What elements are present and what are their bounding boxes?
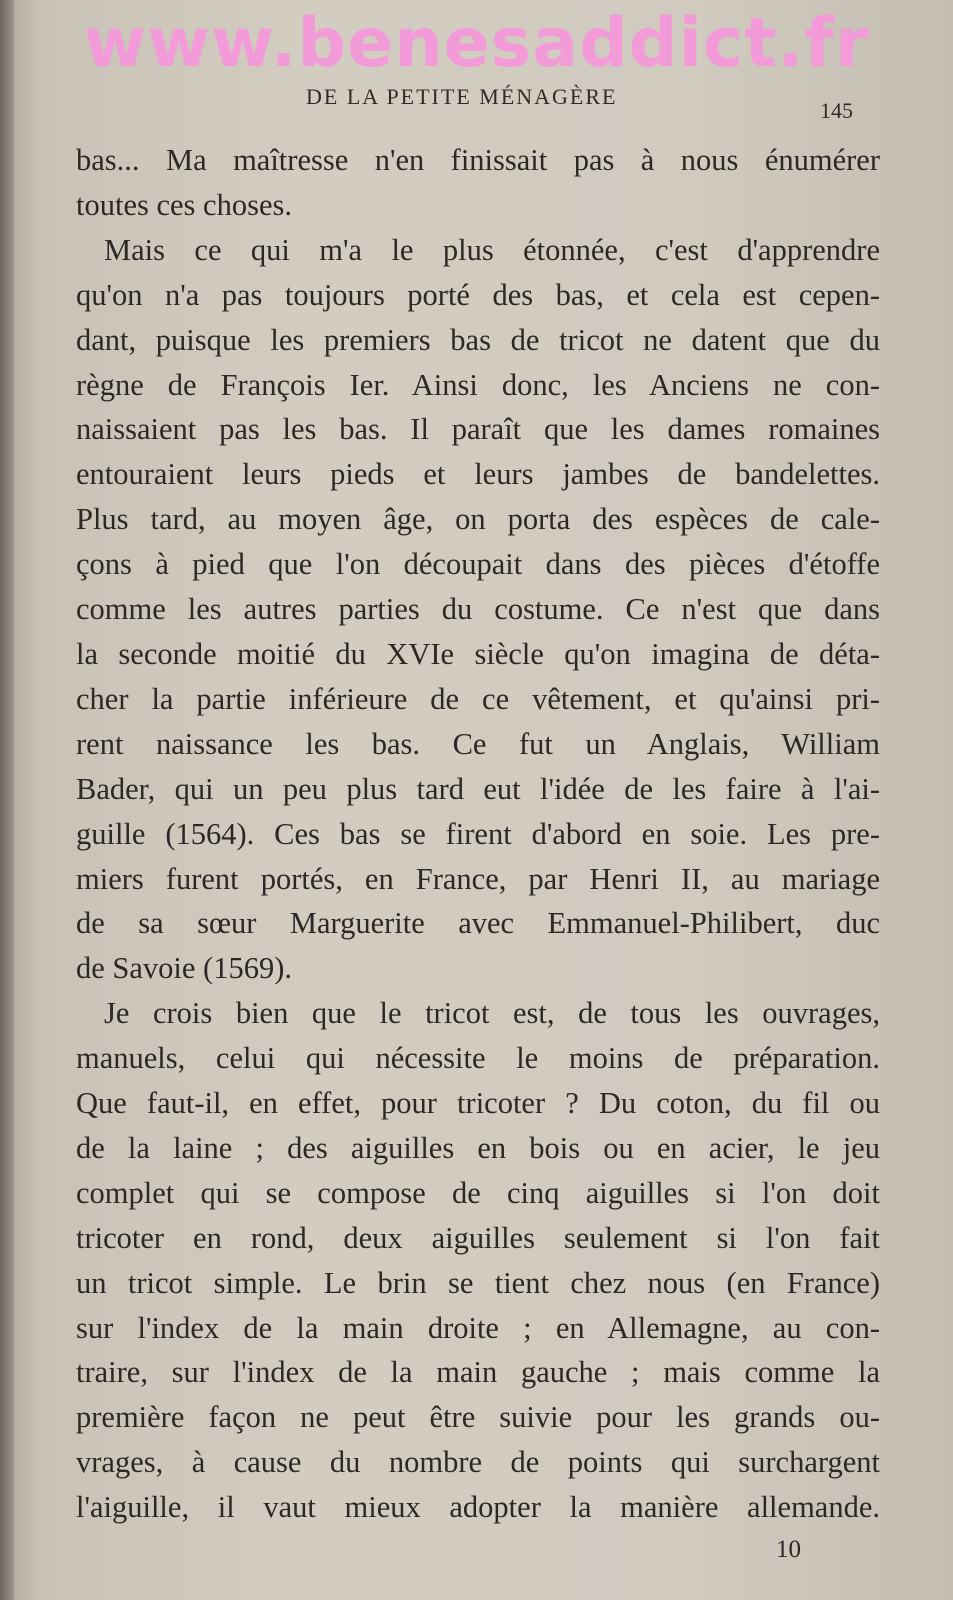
text-line: de Savoie (1569).	[76, 951, 292, 986]
text-line: Je crois bien que le tricot est, de tous les ouvrages,	[104, 996, 880, 1031]
body-text	[76, 138, 880, 1530]
text-line: première façon ne peut être suivie pour les grands ou-	[76, 1400, 880, 1435]
text-line: traire, sur l'index de la main gauche ; mais comme la	[76, 1355, 880, 1390]
text-line: Mais ce qui m'a le plus étonnée, c'est d'apprendre	[104, 232, 880, 267]
text-line: tricoter en rond, deux aiguilles seulement si l'on fait	[76, 1220, 880, 1255]
paragraph	[76, 138, 880, 228]
text-line: de la laine ; des aiguilles en bois ou en acier, le jeu	[76, 1130, 880, 1165]
text-line: sur l'index de la main droite ; en Allemagne, au con-	[76, 1310, 880, 1345]
text-line: miers furent portés, en France, par Henri II, au mariage	[76, 861, 880, 896]
text-line: Que faut-il, en effet, pour tricoter ? Du coton, du fil ou	[76, 1086, 880, 1121]
text-line: règne de François Ier. Ainsi donc, les Anciens ne con-	[76, 367, 880, 402]
running-head: DE LA PETITE MÉNAGÈRE	[306, 84, 618, 109]
text-line: l'aiguille, il vaut mieux adopter la manière allemande.	[76, 1490, 880, 1525]
signature-mark: 10	[776, 1536, 801, 1563]
text-line: dant, puisque les premiers bas de tricot ne datent que du	[76, 322, 880, 357]
text-line: de sa sœur Marguerite avec Emmanuel-Philibert, duc	[76, 906, 880, 941]
book-spine	[0, 0, 14, 1600]
text-line: guille (1564). Ces bas se firent d'abord en soie. Les pre-	[76, 816, 880, 851]
text-line: vrages, à cause du nombre de points qui surchargent	[76, 1445, 880, 1480]
paragraph	[76, 991, 880, 1530]
text-line: toutes ces choses.	[76, 187, 292, 222]
text-line: cher la partie inférieure de ce vêtement, et qu'ainsi pri-	[76, 681, 880, 716]
text-line: bas... Ma maîtresse n'en finissait pas à nous énumérer	[76, 143, 880, 177]
text-line: entouraient leurs pieds et leurs jambes de bandelettes.	[76, 457, 880, 492]
text-line: manuels, celui qui nécessite le moins de préparation.	[76, 1041, 880, 1076]
watermark: www.benesaddict.fr	[83, 4, 870, 83]
text-line: Plus tard, au moyen âge, on porta des espèces de cale-	[76, 502, 880, 537]
text-line: qu'on n'a pas toujours porté des bas, et cela est cepen-	[76, 277, 880, 312]
text-line: Bader, qui un peu plus tard eut l'idée de les faire à l'ai-	[76, 771, 880, 806]
text-line: comme les autres parties du costume. Ce n'est que dans	[76, 592, 880, 627]
text-line: naissaient pas les bas. Il paraît que les dames romaines	[76, 412, 880, 447]
text-line: un tricot simple. Le brin se tient chez nous (en France)	[76, 1265, 880, 1300]
text-line: la seconde moitié du XVIe siècle qu'on imagina de déta-	[76, 636, 880, 671]
text-line: complet qui se compose de cinq aiguilles si l'on doit	[76, 1175, 880, 1210]
page-number: 145	[820, 98, 853, 123]
paragraph	[76, 228, 880, 991]
text-line: rent naissance les bas. Ce fut un Anglais, William	[76, 726, 880, 761]
text-line: çons à pied que l'on découpait dans des pièces d'étoffe	[76, 547, 880, 582]
